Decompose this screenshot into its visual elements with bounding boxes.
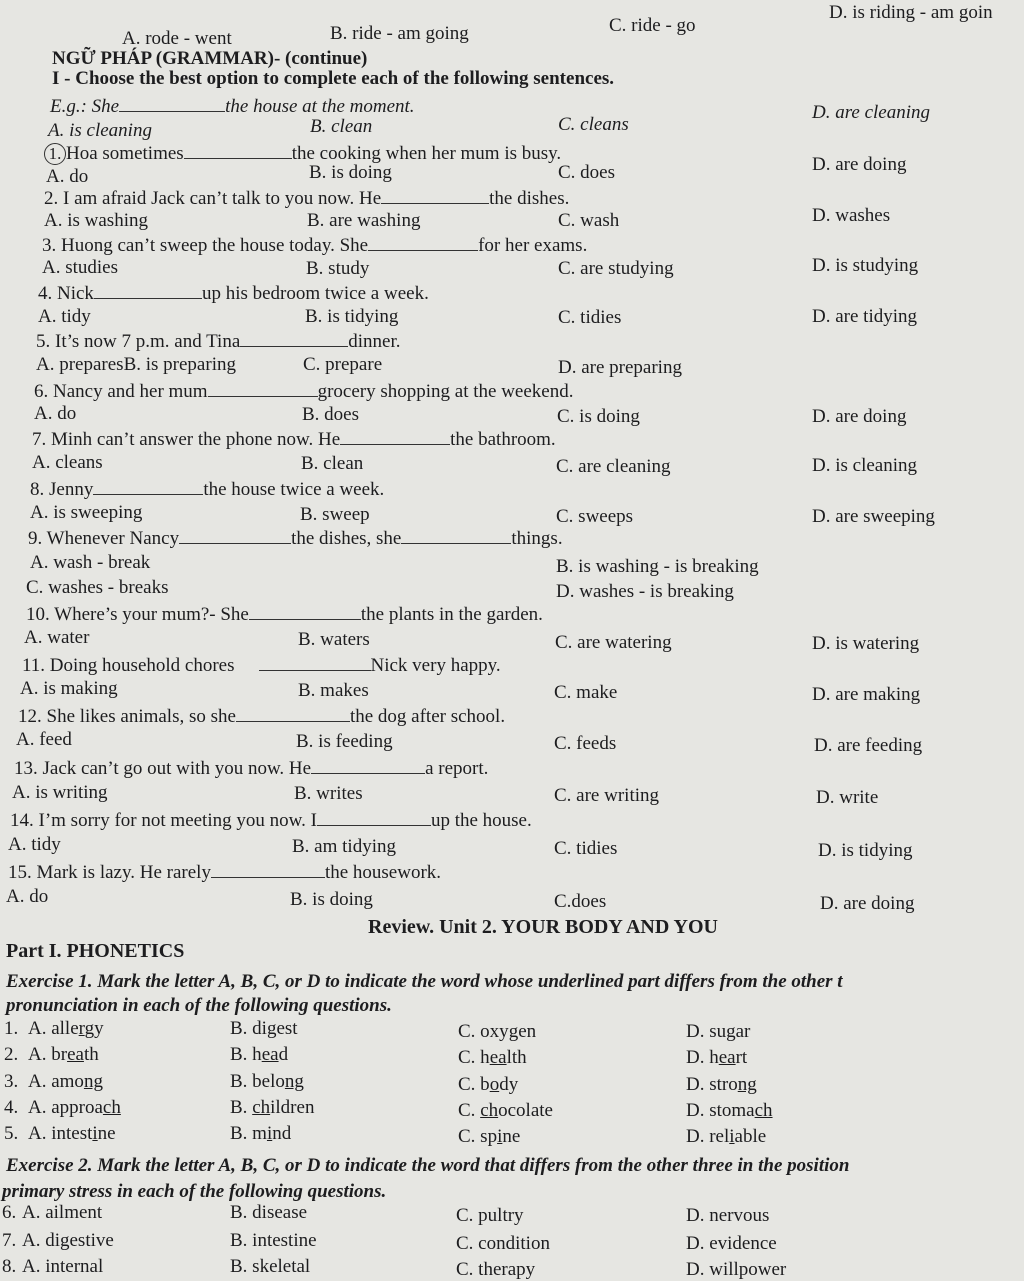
- question-post: the house twice a week.: [203, 479, 385, 500]
- q13-option-a: A. is writing: [12, 782, 108, 803]
- q11-option-a: A. is making: [20, 678, 118, 699]
- ex1-option-b: B. children: [230, 1097, 315, 1118]
- q12-option-d: D. are feeding: [814, 735, 923, 756]
- example-option-b: B. clean: [310, 116, 373, 137]
- q1-option-b: B. is doing: [309, 162, 392, 183]
- question-number: 12.: [18, 706, 42, 727]
- q15-option-d: D. are doing: [820, 893, 915, 914]
- top-option-b: B. ride - am going: [330, 23, 469, 44]
- top-option-d: D. is riding - am goin: [829, 2, 993, 23]
- q8-option-a: A. is sweeping: [30, 502, 143, 523]
- ex2-row-number: 6.: [2, 1202, 17, 1223]
- ex2-option-a: A. ailment: [22, 1202, 103, 1223]
- q4-option-c: C. tidies: [558, 307, 622, 328]
- ex1-option-d: D. reliable: [686, 1126, 767, 1147]
- ex2-option-a: A. internal: [22, 1256, 104, 1277]
- q5-option-d: D. are preparing: [558, 357, 682, 378]
- ex2-option-b: B. skeletal: [230, 1256, 311, 1277]
- q3-option-b: B. study: [306, 258, 370, 279]
- example-prefix: E.g.: She: [50, 96, 120, 117]
- underlined-part: ea: [718, 1047, 736, 1068]
- q2-option-c: C. wash: [558, 210, 620, 231]
- q13-option-c: C. are writing: [554, 785, 660, 806]
- question-6: [34, 380, 573, 403]
- review-title: Review. Unit 2. YOUR BODY AND YOU: [368, 916, 718, 938]
- grammar-instruction: I - Choose the best option to complete each of the following sentences.: [52, 68, 615, 89]
- ex2-option-c: C. condition: [456, 1233, 550, 1254]
- question-14: [10, 809, 532, 832]
- q11-option-d: D. are making: [812, 684, 921, 705]
- question-number: 11.: [22, 655, 46, 676]
- question-pre: Jenny: [49, 479, 94, 500]
- ex1-row-number: 3.: [4, 1071, 19, 1092]
- top-option-c: C. ride - go: [609, 15, 696, 36]
- question-pre: Whenever Nancy: [46, 528, 180, 549]
- ex1-option-b: B. mind: [230, 1123, 292, 1144]
- question-10: [26, 603, 543, 626]
- ex1-option-c: C. spine: [458, 1126, 521, 1147]
- q7-option-d: D. is cleaning: [812, 455, 918, 476]
- exercise1-instruction-line2: pronunciation in each of the following questions.: [6, 995, 392, 1016]
- question-post: grocery shopping at the weekend.: [317, 381, 574, 402]
- underlined-part: r: [78, 1018, 85, 1039]
- ex1-row-number: 4.: [4, 1097, 19, 1118]
- q2-option-a: A. is washing: [44, 210, 148, 231]
- ex1-option-a: A. allergy: [28, 1018, 104, 1039]
- question-number: 6.: [34, 381, 49, 402]
- underlined-part: ch: [754, 1100, 773, 1121]
- ex2-option-d: D. willpower: [686, 1259, 787, 1280]
- q6-option-a: A. do: [34, 403, 77, 424]
- question-post: dinner.: [348, 331, 401, 352]
- blank: [208, 380, 318, 397]
- q1-option-c: C. does: [558, 162, 615, 183]
- question-post: a report.: [425, 758, 489, 779]
- question-post: the housework.: [324, 862, 442, 883]
- question-4: [38, 282, 429, 305]
- underlined-part: ng: [83, 1071, 103, 1092]
- q12-option-a: A. feed: [16, 729, 72, 750]
- exercise2-instruction-line1: Exercise 2. Mark the letter A, B, C, or D to indicate the word that differs from the other three in the position: [6, 1155, 850, 1176]
- ex1-row-number: 1.: [4, 1018, 19, 1039]
- question-post: the cooking when her mum is busy.: [291, 143, 562, 164]
- question-number: 3.: [42, 235, 57, 256]
- underlined-part: ea: [261, 1044, 279, 1065]
- ex1-row-number: 5.: [4, 1123, 19, 1144]
- ex2-option-c: C. pultry: [456, 1205, 524, 1226]
- q9-option-a: A. wash - break: [30, 552, 151, 573]
- q10-option-b: B. waters: [298, 629, 370, 650]
- question-pre: I’m sorry for not meeting you now. I: [38, 810, 317, 831]
- q3-option-a: A. studies: [42, 257, 118, 278]
- question-number: 5.: [36, 331, 51, 352]
- underlined-part: i: [729, 1126, 735, 1147]
- ex2-option-d: D. evidence: [686, 1233, 777, 1254]
- q8-option-d: D. are sweeping: [812, 506, 935, 527]
- q8-option-c: C. sweeps: [556, 506, 634, 527]
- underlined-part: i: [266, 1123, 273, 1144]
- ex1-option-a: A. breath: [28, 1044, 99, 1065]
- ex1-option-c: C. body: [458, 1074, 519, 1095]
- q4-option-a: A. tidy: [38, 306, 91, 327]
- q5-option-c: C. prepare: [303, 354, 383, 375]
- underlined-part: g: [508, 1021, 519, 1042]
- question-9: [28, 527, 563, 550]
- question-11: [22, 654, 501, 677]
- q6-option-d: D. are doing: [812, 406, 907, 427]
- ex1-option-d: D. stomach: [686, 1100, 773, 1121]
- grammar-heading: NGỮ PHÁP (GRAMMAR)- (continue): [52, 48, 368, 69]
- q9-option-c: C. washes - breaks: [26, 577, 169, 598]
- q11-option-b: B. makes: [298, 680, 369, 701]
- underlined-part: i: [497, 1126, 503, 1147]
- exercise2-instruction-line2: primary stress in each of the following questions.: [2, 1181, 387, 1202]
- question-1: [44, 142, 561, 165]
- q10-option-c: C. are watering: [555, 632, 672, 653]
- ex1-row-number: 2.: [4, 1044, 19, 1065]
- ex1-option-d: D. heart: [686, 1047, 748, 1068]
- q13-option-d: D. write: [816, 787, 879, 808]
- ex1-option-b: B. head: [230, 1044, 289, 1065]
- blank: [93, 478, 203, 495]
- q3-option-c: C. are studying: [558, 258, 674, 279]
- question-mid: the dishes, she: [291, 528, 402, 549]
- q9-option-d: D. washes - is breaking: [556, 581, 734, 602]
- question-pre: I am afraid Jack can’t talk to you now. He: [63, 188, 382, 209]
- blank: [184, 142, 292, 159]
- q11-option-c: C. make: [554, 682, 618, 703]
- question-number: 2.: [44, 188, 59, 209]
- blank: [259, 654, 371, 671]
- q14-option-c: C. tidies: [554, 838, 618, 859]
- underlined-part: ch: [480, 1100, 499, 1121]
- ex1-option-d: D. sugar: [686, 1021, 751, 1042]
- blank: [119, 95, 225, 112]
- question-post: the dog after school.: [349, 706, 506, 727]
- q15-option-a: A. do: [6, 886, 49, 907]
- question-number: 10.: [26, 604, 50, 625]
- question-13: [14, 757, 488, 780]
- question-pre: Where’s your mum?- She: [54, 604, 249, 625]
- underlined-part: ea: [67, 1044, 84, 1065]
- ex2-option-d: D. nervous: [686, 1205, 770, 1226]
- question-15: [8, 861, 441, 884]
- part1-heading: Part I. PHONETICS: [6, 940, 185, 962]
- question-2: [44, 187, 569, 210]
- question-post: things.: [511, 528, 563, 549]
- blank: [236, 705, 350, 722]
- question-number-circled: 1.: [44, 143, 66, 165]
- q14-option-a: A. tidy: [8, 834, 61, 855]
- underlined-part: ch: [252, 1097, 271, 1118]
- q13-option-b: B. writes: [294, 783, 363, 804]
- underlined-part: ea: [489, 1047, 507, 1068]
- underlined-part: ng: [284, 1071, 304, 1092]
- question-pre: Nancy and her mum: [53, 381, 208, 402]
- question-number: 7.: [32, 429, 47, 450]
- q3-option-d: D. is studying: [812, 255, 919, 276]
- example-suffix: the house at the moment.: [225, 96, 415, 117]
- q2-option-b: B. are washing: [307, 210, 421, 231]
- ex1-option-a: A. intestine: [28, 1123, 116, 1144]
- blank: [340, 428, 450, 445]
- question-3: [42, 234, 587, 257]
- underlined-part: ch: [102, 1097, 121, 1118]
- blank: [179, 527, 291, 544]
- underlined-part: i: [92, 1123, 98, 1144]
- ex2-row-number: 7.: [2, 1230, 17, 1251]
- question-number: 14.: [10, 810, 34, 831]
- ex1-option-b: B. belong: [230, 1071, 304, 1092]
- q14-option-d: D. is tidying: [818, 840, 913, 861]
- q15-option-c: C.does: [554, 891, 607, 912]
- blank: [317, 809, 431, 826]
- q2-option-d: D. washes: [812, 205, 891, 226]
- q6-option-c: C. is doing: [557, 406, 640, 427]
- question-number: 9.: [28, 528, 43, 549]
- question-number: 8.: [30, 479, 45, 500]
- question-pre: Minh can’t answer the phone now. He: [51, 429, 341, 450]
- exercise1-instruction-line1: Exercise 1. Mark the letter A, B, C, or D to indicate the word whose underlined part differs from the other t: [6, 971, 843, 992]
- ex2-row-number: 8.: [2, 1256, 17, 1277]
- q1-option-a: A. do: [46, 166, 89, 187]
- example-option-c: C. cleans: [558, 114, 629, 135]
- q10-option-d: D. is watering: [812, 633, 920, 654]
- blank: [311, 757, 425, 774]
- ex2-option-a: A. digestive: [22, 1230, 114, 1251]
- q7-option-b: B. clean: [301, 453, 364, 474]
- underlined-part: g: [726, 1021, 736, 1042]
- underlined-part: o: [489, 1074, 500, 1095]
- question-post: the plants in the garden.: [360, 604, 543, 625]
- example-sentence: [50, 95, 415, 118]
- question-number: 15.: [8, 862, 32, 883]
- q10-option-a: A. water: [24, 627, 90, 648]
- q4-option-b: B. is tidying: [305, 306, 399, 327]
- q5-option-b: B. is preparing: [123, 354, 236, 375]
- example-option-d: D. are cleaning: [812, 102, 931, 123]
- question-pre: It’s now 7 p.m. and Tina: [55, 331, 241, 352]
- blank: [249, 603, 361, 620]
- ex2-option-c: C. therapy: [456, 1259, 536, 1280]
- ex1-option-a: A. approach: [28, 1097, 121, 1118]
- q4-option-d: D. are tidying: [812, 306, 918, 327]
- ex2-option-b: B. disease: [230, 1202, 308, 1223]
- ex2-option-b: B. intestine: [230, 1230, 317, 1251]
- question-pre: Doing household chores: [49, 655, 235, 676]
- underlined-part: g: [266, 1018, 277, 1039]
- question-number: 13.: [14, 758, 38, 779]
- q1-option-d: D. are doing: [812, 154, 907, 175]
- ex1-option-c: C. oxygen: [458, 1021, 537, 1042]
- blank: [240, 330, 348, 347]
- q5-option-a: [36, 354, 236, 376]
- q15-option-b: B. is doing: [290, 889, 373, 910]
- question-pre: She likes animals, so she: [46, 706, 236, 727]
- blank: [401, 527, 511, 544]
- question-post: the dishes.: [489, 188, 570, 209]
- ex1-option-c: C. chocolate: [458, 1100, 553, 1121]
- ex1-option-d: D. strong: [686, 1074, 757, 1095]
- top-option-a: A. rode - went: [122, 28, 232, 49]
- question-pre: Jack can’t go out with you now. He: [42, 758, 312, 779]
- question-12: [18, 705, 505, 728]
- question-8: [30, 478, 384, 501]
- question-post: the bathroom.: [450, 429, 556, 450]
- ex1-option-b: B. digest: [230, 1018, 298, 1039]
- question-post: Nick very happy.: [370, 655, 501, 676]
- question-pre: Hoa sometimes: [66, 143, 184, 164]
- q12-option-c: C. feeds: [554, 733, 617, 754]
- question-number: 4.: [38, 283, 53, 304]
- q7-option-a: A. cleans: [32, 452, 103, 473]
- q8-option-b: B. sweep: [300, 504, 370, 525]
- q12-option-b: B. is feeding: [296, 731, 393, 752]
- q5-option-a-text: A. prepares: [36, 354, 124, 375]
- question-post: up his bedroom twice a week.: [201, 283, 429, 304]
- blank: [94, 282, 202, 299]
- question-7: [32, 428, 556, 451]
- underlined-part: ng: [737, 1074, 757, 1095]
- q14-option-b: B. am tidying: [292, 836, 396, 857]
- ex1-option-c: C. health: [458, 1047, 527, 1068]
- blank: [211, 861, 325, 878]
- question-pre: Nick: [57, 283, 94, 304]
- blank: [368, 234, 478, 251]
- example-option-a: A. is cleaning: [48, 120, 152, 141]
- q6-option-b: B. does: [302, 404, 359, 425]
- blank: [381, 187, 489, 204]
- question-pre: Huong can’t sweep the house today. She: [61, 235, 369, 256]
- q7-option-c: C. are cleaning: [556, 456, 671, 477]
- q9-option-b: B. is washing - is breaking: [556, 556, 759, 577]
- ex1-option-a: A. among: [28, 1071, 103, 1092]
- question-post: up the house.: [430, 810, 532, 831]
- question-post: for her exams.: [478, 235, 588, 256]
- question-5: [36, 330, 401, 353]
- question-pre: Mark is lazy. He rarely: [36, 862, 211, 883]
